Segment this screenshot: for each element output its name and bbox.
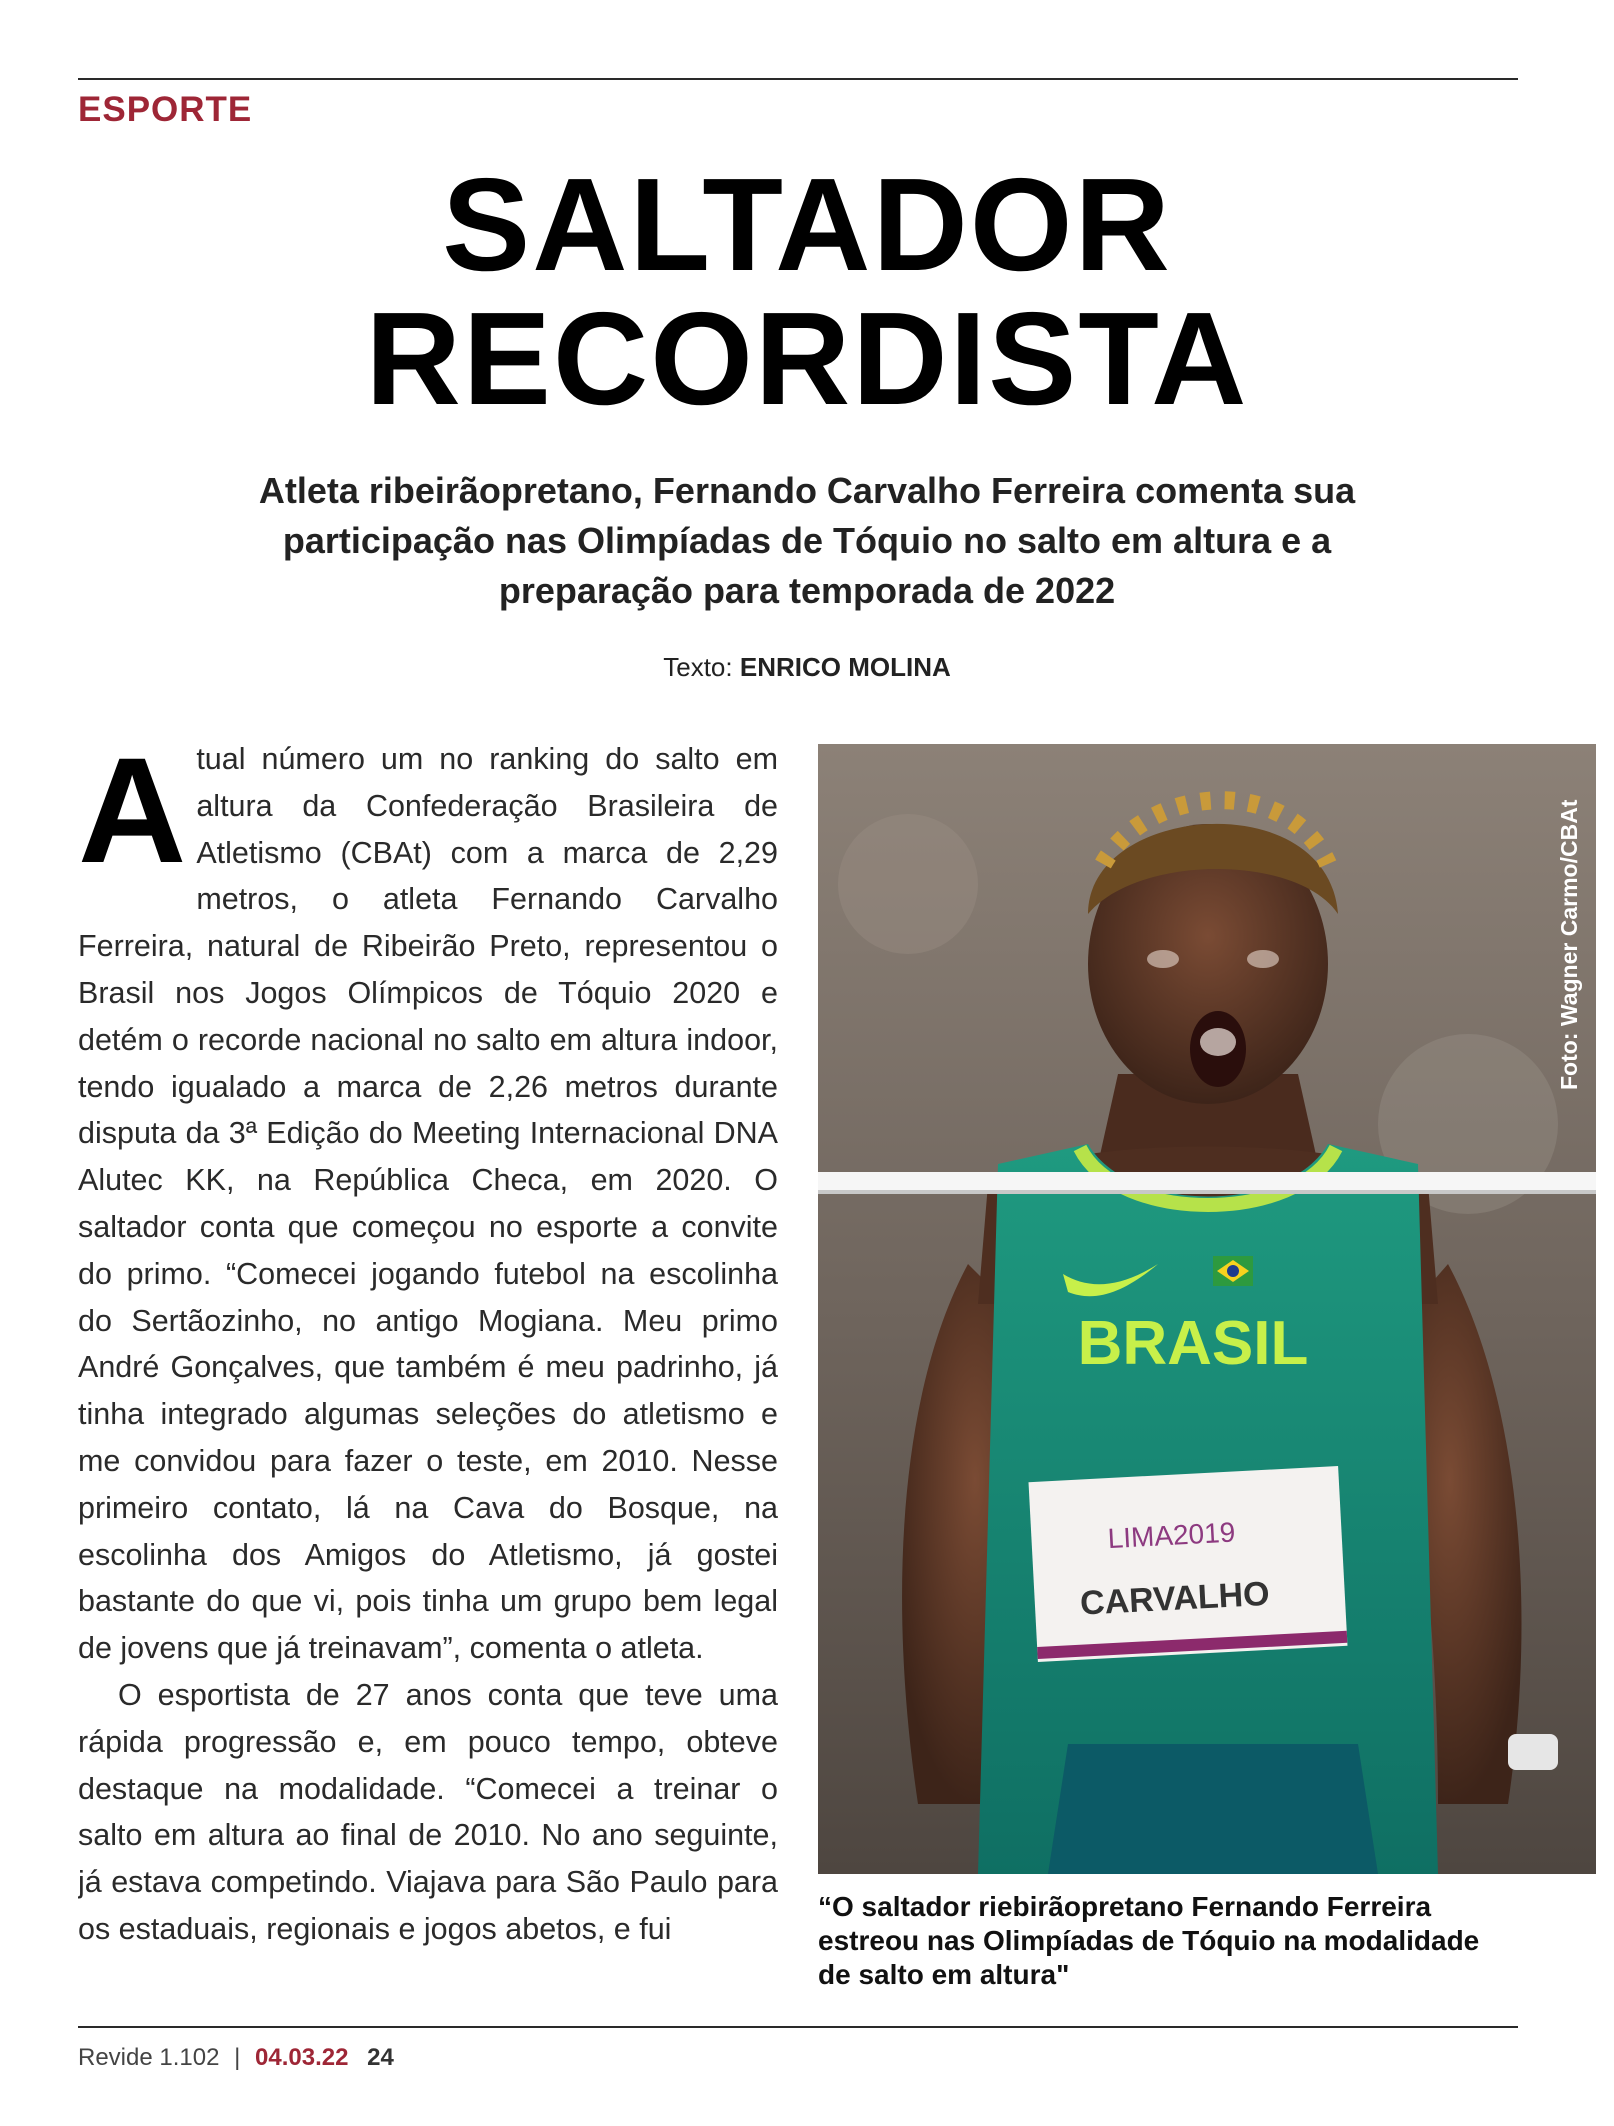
page-number: 24	[367, 2044, 394, 2071]
footer-publication: Revide 1.102	[78, 2044, 220, 2071]
page-footer	[78, 2044, 394, 2072]
byline-label: Texto:	[663, 652, 733, 682]
bib-event: LIMA2019	[1106, 1516, 1237, 1555]
article-paragraph: O esportista de 27 anos conta que teve uma rápida progressão e, em pouco tempo, obteve destaque na modalidade. “Comecei a treinar o salto em altura ao final de 2010. No ano seguinte, já estava competindo. Viajava para São Paulo para os estaduais, regionais e jogos abetos, e fui	[78, 1677, 778, 1946]
drop-cap: A	[78, 736, 187, 894]
athlete-photo	[818, 744, 1596, 1874]
headline	[0, 151, 1614, 432]
paragraph-1-text: tual número um no ranking do salto em altura da Confederação Brasileira de Atletismo (CBAt) com a marca de 2,29 metros, o atleta Fernando Carvalho Ferreira, natural de Ribeirão Preto, representou o Brasil nos Jogos Olímpicos de Tóquio 2020 e detém o recorde nacional no salto em altura indoor, tendo igualado a marca de 2,26 metros durante disputa da 3ª Edição do Meeting Internacional DNA Alutec KK, na República Checa, em 2020. O saltador conta que começou no esporte a convite do primo. “Comecei jogando futebol na escolinha do Sertãozinho, no antigo Mogiana. Meu primo André Gonçalves, que também é meu padrinho, já tinha integrado algumas seleções do atletismo e me convidou para fazer o teste, em 2010. Nesse primeiro contato, lá na Cava do Bosque, na escolinha dos Amigos do Atletismo, já gostei bastante do que vi, pois tinha um grupo bem legal de jovens que já treinavam”, comenta o atleta.	[78, 742, 778, 1666]
subtitle: Atleta ribeirãopretano, Fernando Carvalho Ferreira comenta sua participação nas Olimpíadas de Tóquio no salto em altura e a preparação para temporada de 2022	[258, 470, 1356, 611]
photo-credit: Foto: Wagner Carmo/CBAt	[1556, 799, 1582, 1090]
article-paragraph	[78, 736, 778, 1672]
byline-author: ENRICO MOLINA	[739, 652, 951, 682]
athlete-illustration	[818, 744, 1596, 1874]
bib-name: CARVALHO	[1079, 1574, 1271, 1623]
article-body	[78, 736, 778, 1986]
headline-line-1: SALTADOR	[442, 151, 1172, 298]
bottom-rule	[78, 2026, 1518, 2028]
footer-date: 04.03.22	[255, 2044, 349, 2071]
footer-separator: |	[234, 2044, 241, 2071]
photo-caption: “O saltador riebirãopretano Fernando Ferreira estreou nas Olimpíadas de Tóquio na modalidade de salto em altura"	[818, 1891, 1480, 1990]
top-rule	[78, 78, 1518, 80]
jersey-text: BRASIL	[1077, 1309, 1309, 1378]
section-label: ESPORTE	[78, 90, 253, 129]
byline	[0, 652, 1614, 683]
headline-line-2: RECORDISTA	[365, 285, 1249, 432]
